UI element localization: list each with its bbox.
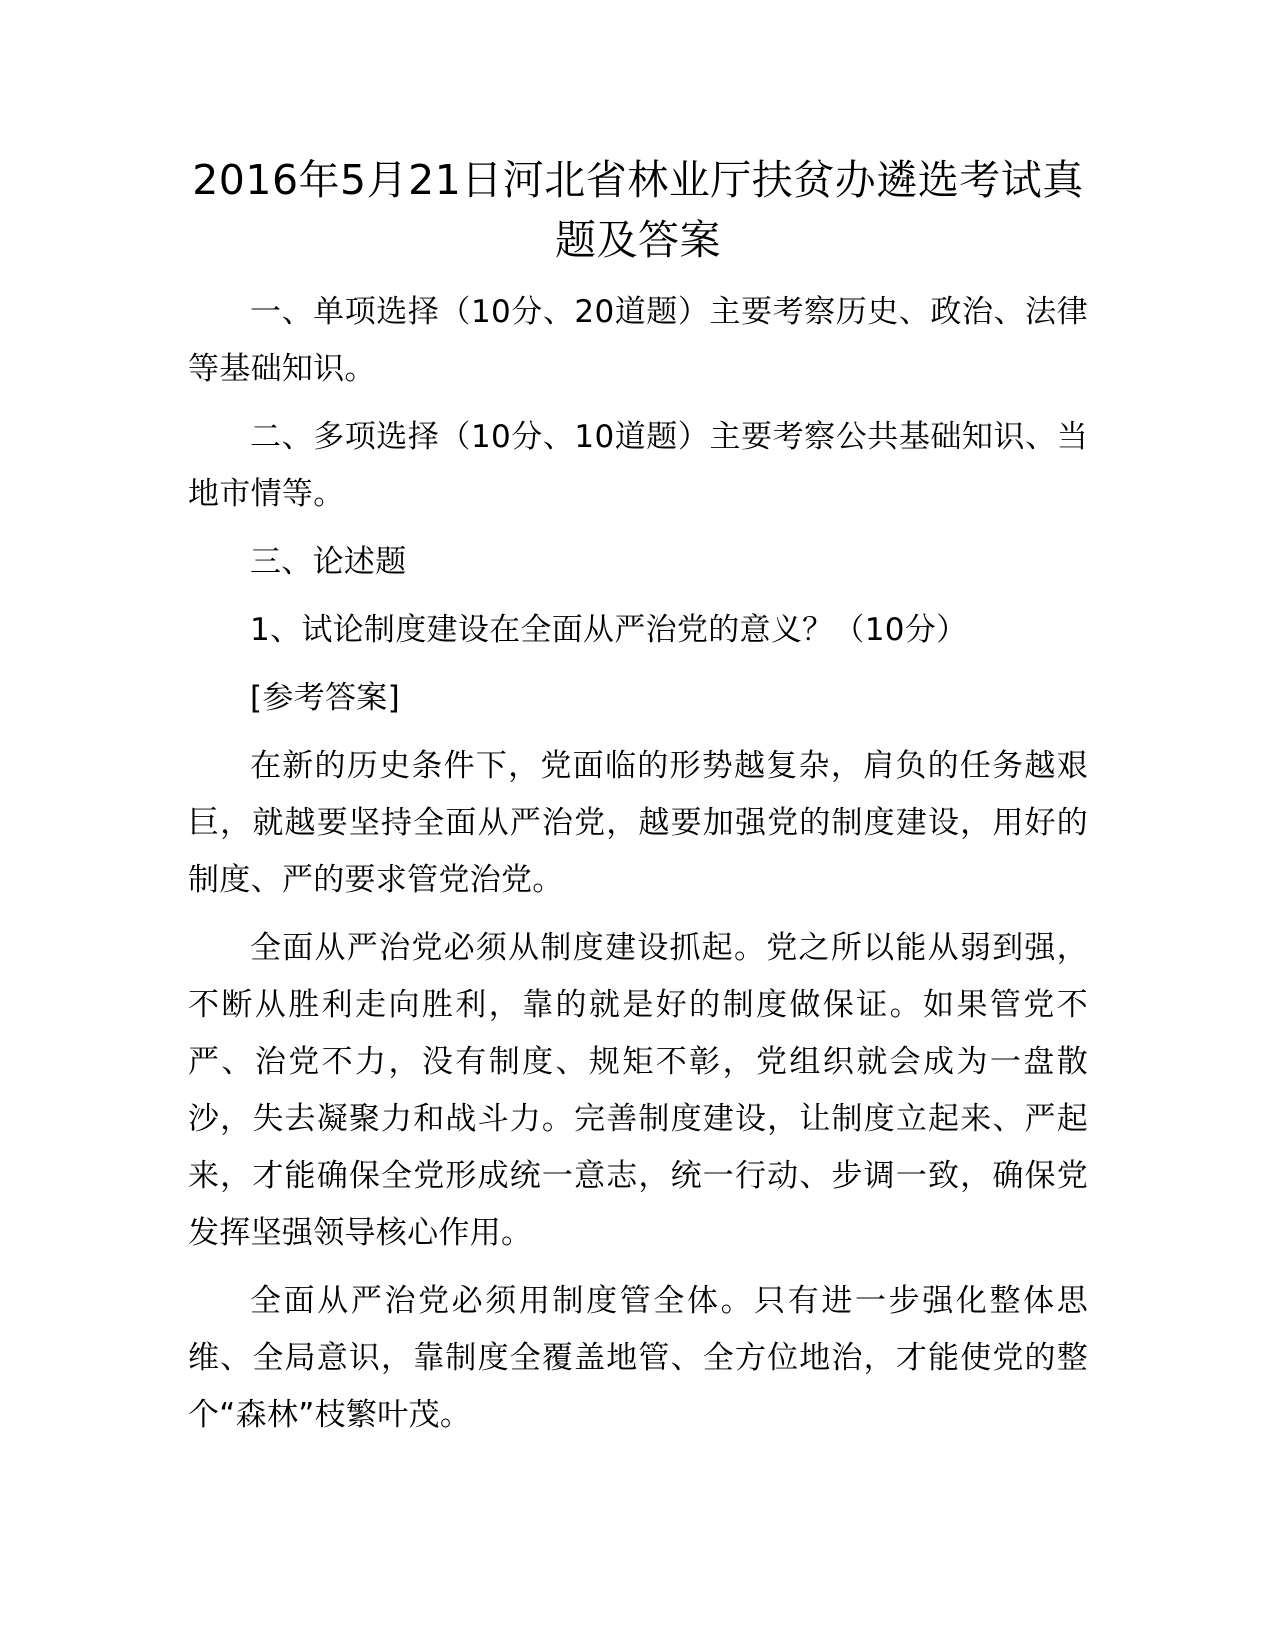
reference-answer-label: [参考答案] bbox=[250, 680, 400, 716]
answer-paragraph-1: 在新的历史条件下，党面临的形势越复杂，肩负的任务越艰巨，就越要坚持全面从严治党，越要加强党的制度建设，用好的制度、严的要求管党治党。 bbox=[188, 748, 1088, 898]
essay-question-1: 1、试论制度建设在全面从严治党的意义？（10分） bbox=[250, 612, 968, 648]
answer-paragraph-3: 全面从严治党必须用制度管全体。只有进一步强化整体思维、全局意识，靠制度全覆盖地管、全方位地治，才能使党的整个“森林”枝繁叶茂。 bbox=[188, 1283, 1088, 1433]
document-title: 2016年5月21日河北省林业厅扶贫办遴选考试真题及答案 bbox=[192, 156, 1084, 264]
section-single-choice: 一、单项选择（10分、20道题）主要考察历史、政治、法律等基础知识。 bbox=[188, 294, 1088, 387]
document-body bbox=[188, 150, 1088, 1444]
answer-paragraph-2: 全面从严治党必须从制度建设抓起。党之所以能从弱到强，不断从胜利走向胜利，靠的就是好的制度做保证。如果管党不严、治党不力，没有制度、规矩不彰，党组织就会成为一盘散沙，失去凝聚力和战斗力。完善制度建设，让制度立起来、严起来，才能确保全党形成统一意志，统一行动、步调一致，确保党发挥坚强领导核心作用。 bbox=[188, 930, 1088, 1251]
section-multiple-choice: 二、多项选择（10分、10道题）主要考察公共基础知识、当地市情等。 bbox=[188, 419, 1088, 512]
section-essay-heading: 三、论述题 bbox=[250, 544, 407, 580]
